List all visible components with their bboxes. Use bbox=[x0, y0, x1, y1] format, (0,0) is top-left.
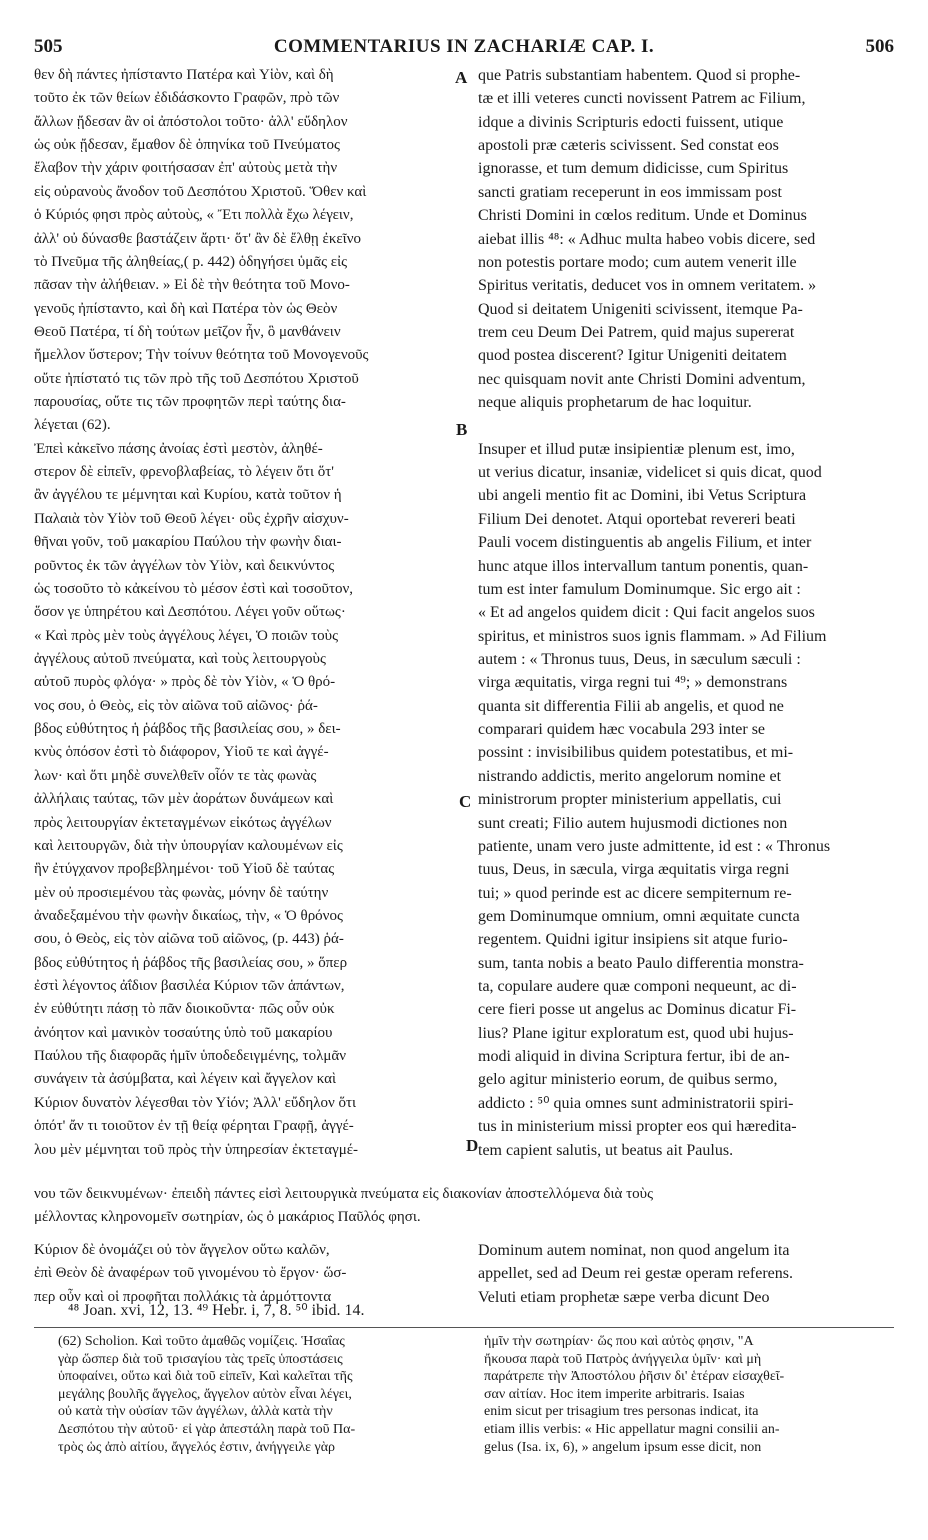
text-line: tus in ministerium missi propter eos qui hæredita- bbox=[478, 1118, 797, 1136]
text-line: Veluti etiam prophetæ sæpe verba dicunt Deo bbox=[478, 1288, 770, 1306]
margin-letter-b: B bbox=[456, 420, 468, 439]
scholion-right bbox=[484, 1333, 894, 1456]
text-line: Ἐπεὶ κἀκεῖνο πάσης ἀνοίας ἐστὶ μεστὸν, ἀληθέ- bbox=[34, 440, 323, 457]
text-line: Spiritus veritatis, deducet vos in omnem veritatem. » bbox=[478, 277, 817, 295]
text-line: μεγάλης βουλῆς ἄγγελος, ἄγγελον αὐτὸν εἶναι λέγει, bbox=[58, 1386, 352, 1402]
text-line: ἔλαβον τὴν χάριν φοιτήσασαν ἐπ' αὐτοὺς μετὰ τὴν bbox=[34, 160, 338, 177]
text-line: ignorasse, et tum demum didicisse, cum Spiritus bbox=[478, 160, 789, 178]
text-line: ta, copulare audere quæ componi nequeunt, ac di- bbox=[478, 978, 797, 996]
text-line: « Et ad angelos quidem dicit : Qui facit angelos suos bbox=[478, 604, 815, 622]
text-line: tui; » quod perinde est ac dicere sempiternum re- bbox=[478, 884, 792, 902]
text-line: οὐ κατὰ τὴν οὐσίαν τῶν ἀγγέλων, ἀλλὰ κατὰ τὴν bbox=[58, 1404, 333, 1420]
footnote-divider bbox=[34, 1327, 894, 1328]
text-line: νος σου, ὁ Θεὸς, εἰς τὸν αἰῶνα τοῦ αἰῶνος· ῥά- bbox=[34, 697, 318, 714]
text-line: νου τῶν δεικνυμένων· ἐπειδὴ πάντες εἰσὶ λειτουργικὰ πνεύματα εἰς διακονίαν ἀποστελλόμενα διὰ τοὺς bbox=[34, 1186, 654, 1202]
text-line: appellet, sed ad Deum rei gestæ operam referens. bbox=[478, 1265, 793, 1283]
text-line: sum, tanta nobis a beato Paulo differentia monstra- bbox=[478, 954, 804, 972]
footnote-references: ⁴⁸ Joan. xvi, 12, 13. ⁴⁹ Hebr. i, 7, 8. ⁵⁰ ibid. 14. bbox=[68, 1302, 365, 1319]
text-line: θεν δὴ πάντες ἠπίσταντο Πατέρα καὶ Υἱὸν, καὶ δὴ bbox=[34, 67, 334, 83]
text-line: μὲν οὐ προσιεμένου τὰς φωνὰς, μόνην δὲ ταύτην bbox=[34, 884, 329, 901]
text-line: virga æquitatis, virga regni tui ⁴⁹; » demonstrans bbox=[478, 674, 788, 692]
text-line: ἡμῖν τὴν σωτηρίαν· ὥς που καὶ αὐτὸς φησιν, "Α bbox=[484, 1334, 754, 1349]
text-line: nistrando addictis, merito angelorum nomine et bbox=[478, 767, 782, 785]
text-line bbox=[478, 414, 888, 437]
text-line: tæ et illi veteres cuncti novissent Patrem ac Filium, bbox=[478, 90, 806, 108]
text-line: cere fieri posse ut angelus ac Dominus dicatur Fi- bbox=[478, 1001, 797, 1019]
text-line: trem ceu Deum Dei Patrem, quid majus supererat bbox=[478, 323, 795, 341]
text-line: gelo agitur ministerio eorum, de quibus sermo, bbox=[478, 1071, 778, 1089]
text-line: Dominum autem nominat, non quod angelum ita bbox=[478, 1242, 790, 1259]
text-line: nec quisquam novit ante Christi Domini adventum, bbox=[478, 370, 806, 388]
text-line: εἰς οὐρανοὺς ἄνοδον τοῦ Δεσπότου Χριστοῦ. Ὅθεν καὶ bbox=[34, 183, 367, 200]
text-line: τρὸς ὡς ἀπὸ αἰτίου, ἄγγελός ἐστιν, ἀνήγγειλε γὰρ bbox=[58, 1439, 336, 1455]
full-width-greek-lines bbox=[34, 1183, 894, 1230]
text-line: αὐτοῦ πυρὸς φλόγα· » πρὸς δὲ τὸν Υἱὸν, « Ὁ θρό- bbox=[34, 674, 336, 691]
text-line: aiebat illis ⁴⁸: « Adhuc multa habeo vobis dicere, sed bbox=[478, 230, 816, 248]
text-line: spiritus, et ministros suos ignis flammam. » Ad Filium bbox=[478, 627, 827, 645]
text-line: patiente, unam vero juste admittente, id est : « Thronus bbox=[478, 837, 831, 855]
text-line: ministrorum propter ministerium appellatis, cui bbox=[478, 791, 782, 809]
text-line: καὶ λειτουργῶν, διὰ τὴν ὑπουργίαν καλουμένων εἰς bbox=[34, 837, 343, 854]
text-line: tem capient salutis, ut beatus ait Paulus. bbox=[478, 1141, 734, 1159]
text-line: autem : « Thronus tuus, Deus, in sæculum sæculi : bbox=[478, 650, 801, 668]
running-title: COMMENTARIUS IN ZACHARIÆ CAP. I. bbox=[273, 36, 655, 57]
page-header bbox=[34, 36, 894, 60]
text-line: Κύριον δὲ ὀνομάζει οὐ τὸν ἄγγελον οὕτω καλῶν, bbox=[34, 1242, 330, 1258]
text-line: σου, ὁ Θεὸς, εἰς τὸν αἰῶνα τοῦ αἰῶνος, (p. 443) ῥά- bbox=[34, 931, 344, 948]
text-line: βδος εὐθύτητος ἡ ῥάβδος τῆς βασιλείας σου, » δει- bbox=[34, 721, 341, 738]
text-line: Κύριον δυνατὸν λέγεσθαι τὸν Υἱόν; Ἀλλ' εὔδηλον ὅτι bbox=[34, 1094, 357, 1111]
text-line: modi aliquid in divina Scriptura fertur, ibi de an- bbox=[478, 1048, 790, 1066]
text-line: τὸ Πνεῦμα τῆς ἀληθείας,( p. 442) ὁδηγήσει ὑμᾶς εἰς bbox=[34, 253, 348, 270]
text-line: ἐστὶ λέγοντος ἀΐδιον βασιλέα Κύριον τῶν ἁπάντων, bbox=[34, 978, 345, 995]
text-line: tum est inter famulum Dominumque. Sic ergo ait : bbox=[478, 580, 801, 598]
text-line: ὡς οὐκ ᾔδεσαν, ἔμαθον δὲ ὁπηνίκα τοῦ Πνεύματος bbox=[34, 137, 340, 154]
text-line: gem Dominumque omnium, omni æquitate cuncta bbox=[478, 907, 800, 925]
text-line: possint : invisibilibus quidem potestatibus, et mi- bbox=[478, 744, 794, 762]
text-line: gelus (Isa. ix, 6), » angelum ipsum esse dicit, non bbox=[484, 1439, 762, 1455]
text-line: neque aliquis prophetarum de hac loquitur. bbox=[478, 394, 752, 412]
text-line: ὑποφαίνει, οὕτω καὶ διὰ τοῦ εἰπεῖν, Καὶ καλεῖται τῆς bbox=[58, 1369, 353, 1385]
text-line: Παλαιὰ τὸν Υἱὸν τοῦ Θεοῦ λέγει· οὓς ἐχρῆν αἰσχυν- bbox=[34, 510, 349, 527]
text-line: comparari quidem hæc vocabula 293 inter se bbox=[478, 721, 766, 739]
text-line: σαν αἰτίαν. Hoc item imperite arbitraris. Isaias bbox=[484, 1386, 745, 1402]
right-page-number: 506 bbox=[865, 36, 894, 57]
text-line: hunc atque illos intervallum tantum ponentis, quan- bbox=[478, 557, 809, 575]
text-line: sancti gratiam receperunt in eos immissam post bbox=[478, 183, 782, 201]
text-line: ὁ Κύριός φησι πρὸς αὐτοὺς, « Ἔτι πολλὰ ἔχω λέγειν, bbox=[34, 207, 354, 224]
text-line: enim sicut per trisagium tres personas indicat, ita bbox=[484, 1404, 759, 1420]
text-line: quod postea discerent? Igitur Unigeniti deitatem bbox=[478, 347, 787, 365]
text-line: λου μὲν μέμνηται τοῦ πρὸς τὴν ὑπηρεσίαν ἐκτεταγμέ- bbox=[34, 1141, 359, 1158]
text-line: ὁπότ' ἄν τι τοιοῦτον ἐν τῇ θείᾳ φέρηται Γραφῇ, ἀγγέ- bbox=[34, 1118, 354, 1135]
greek-column-continued bbox=[34, 1239, 464, 1309]
text-line: Pauli vocem distinguentis ab angelis Filium, et inter bbox=[478, 534, 812, 552]
text-line: ὡς τοσοῦτο τὸ κἀκείνου τὸ μέσον ἐστὶ καὶ τοσοῦτον, bbox=[34, 580, 354, 597]
text-line: ἄλλων ᾔδεσαν ἂν οἱ ἀπόστολοι τοῦτο· ἀλλ' εὔδηλον bbox=[34, 113, 348, 130]
text-line: idque a divinis Scripturis edocti fuissent, utique bbox=[478, 113, 784, 131]
text-line: etiam illis verbis: « Hic appellatur magni consilii an- bbox=[484, 1421, 780, 1437]
text-line: Quod si deitatem Unigeniti scivissent, itemque Pa- bbox=[478, 300, 803, 318]
text-line: quanta sit differentia Filii ab angelis, et quod ne bbox=[478, 697, 784, 715]
latin-column-continued bbox=[478, 1239, 888, 1309]
text-line: ἣν ἐτύγχανον προβεβλημένοι· τοῦ Υἱοῦ δὲ ταύτας bbox=[34, 861, 335, 878]
text-line: Christi Domini in cœlos reditum. Unde et Dominus bbox=[478, 207, 807, 225]
text-line: ροῦντος ἐκ τῶν ἀγγέλων τὸν Υἱὸν, καὶ δεικνύντος bbox=[34, 557, 335, 574]
text-line: συνάγειν τὰ ἀσύμβατα, καὶ λέγειν καὶ ἄγγελον καὶ bbox=[34, 1071, 337, 1088]
text-line: ἀνόητον καὶ μανικὸν τοσαύτης ὑπὸ τοῦ μακαρίου bbox=[34, 1024, 333, 1041]
text-line: λων· καὶ ὅτι μηδὲ συνελθεῖν οἷόν τε τὰς φωνὰς bbox=[34, 767, 317, 784]
left-page-number: 505 bbox=[34, 36, 63, 57]
text-line: παρουσίας, οὔτε τις τῶν προφητῶν περὶ ταύτης δια- bbox=[34, 394, 346, 411]
text-line: ἀναδεξαμένου τὴν φωνὴν δικαίως, τὴν, « Ὁ θρόνος bbox=[34, 907, 343, 924]
text-line: ἐν εὐθύτητι πάσῃ τὸ πᾶν διοικοῦντα· πῶς οὖν οὐκ bbox=[34, 1001, 335, 1018]
text-line: στερον δὲ εἰπεῖν, φρενοβλαβείας, τὸ λέγειν ὅτι ὅτ' bbox=[34, 464, 334, 481]
text-line: lius? Plane igitur exploratum est, quod ubi hujus- bbox=[478, 1024, 794, 1042]
text-line: περ οὖν καὶ οἱ προφῆται πολλάκις τὰ ἁρμόττοντα bbox=[34, 1288, 332, 1305]
text-line: ἀλλ' οὐ δύνασθε βαστάζειν ἄρτι· ὅτ' ἂν δὲ ἔλθῃ ἐκεῖνο bbox=[34, 230, 361, 247]
text-line: πᾶσαν τὴν ἀλήθειαν. » Εἰ δὲ τὴν θεότητα τοῦ Μονο- bbox=[34, 277, 350, 294]
text-line: non potestis portare modo; cum autem venerit ille bbox=[478, 253, 797, 271]
margin-letter-a: A bbox=[455, 68, 468, 87]
text-line: apostoli præ cæteris scivissent. Sed constat eos bbox=[478, 137, 779, 155]
text-line: ἀλλήλαις ταύτας, τῶν μὲν ἀοράτων δυνάμεων καὶ bbox=[34, 791, 334, 808]
text-line: λέγεται (62). bbox=[34, 417, 111, 434]
text-line: que Patris substantiam habentem. Quod si prophe- bbox=[478, 67, 801, 84]
text-line: ubi angeli mentio fit ac Domini, ibi Vetus Scriptura bbox=[478, 487, 807, 505]
latin-column bbox=[478, 64, 888, 1162]
text-line: Δεσπότου τὴν αὐτοῦ· εἰ γὰρ ἀπεστάλη παρὰ τοῦ Πα- bbox=[58, 1421, 356, 1437]
text-line: ἤμελλον ὕστερον; Τὴν τοίνυν θεότητα τοῦ Μονογενοῦς bbox=[34, 347, 369, 364]
margin-letter-c: C bbox=[459, 792, 472, 811]
text-line: βδος εὐθύτητος ἡ ῥάβδος τῆς βασιλείας σου, » ὅπερ bbox=[34, 954, 348, 971]
text-line: ἀγγέλους αὐτοῦ πνεύματα, καὶ τοὺς λειτουργοὺς bbox=[34, 650, 326, 667]
scholion-left bbox=[58, 1333, 476, 1456]
text-line: γὰρ ὥσπερ διὰ τοῦ τρισαγίου τὰς τρεῖς ὑποστάσεις bbox=[58, 1351, 343, 1367]
text-line: ἂν ἀγγέλου τε μέμνηται καὶ Κυρίου, κατὰ τοῦτον ἡ bbox=[34, 487, 342, 504]
text-line: ἐπὶ Θεὸν δὲ ἀναφέρων τοῦ γινομένου τὸ ἔργον· ὥσ- bbox=[34, 1265, 347, 1282]
text-line: θῆναι γοῦν, τοῦ μακαρίου Παύλου τὴν φωνὴν διαι- bbox=[34, 534, 342, 551]
text-line: πρὸς λειτουργίαν ἐκτεταγμένων εἰκότως ἀγγέλων bbox=[34, 814, 332, 831]
text-line: Insuper et illud putæ insipientiæ plenum est, imo, bbox=[478, 440, 795, 458]
text-line: κνὺς ὁπόσον ἐστὶ τὸ διάφορον, Υἱοῦ τε καὶ ἀγγέ- bbox=[34, 744, 329, 761]
text-line: τοῦτο ἐκ τῶν θείων ἐδιδάσκοντο Γραφῶν, πρὸ τῶν bbox=[34, 90, 340, 107]
text-line: γενοῦς ἠπίσταντο, καὶ δὴ καὶ Πατέρα τὸν ὡς Θεὸν bbox=[34, 300, 338, 317]
text-line: Θεοῦ Πατέρα, τί δὴ τούτων μεῖζον ἦν, ὃ μανθάνειν bbox=[34, 323, 341, 340]
text-line: (62) Scholion. Καὶ τοῦτο ἀμαθῶς νομίζεις. Ἡσαΐας bbox=[58, 1334, 345, 1349]
text-line: μέλλοντας κληρονομεῖν σωτηρίαν, ὡς ὁ μακάριος Παῦλός φησι. bbox=[34, 1209, 421, 1226]
text-line: Filium Dei denotet. Atqui oportebat revereri beati bbox=[478, 510, 796, 528]
text-line: regentem. Quidni igitur insipiens sit atque furio- bbox=[478, 931, 788, 949]
text-line: οὔτε ἠπίστατό τις τῶν πρὸ τῆς τοῦ Δεσπότου Χριστοῦ bbox=[34, 370, 359, 387]
text-line: ὅσον γε ὑπηρέτου καὶ Δεσπότου. Λέγει γοῦν οὕτως· bbox=[34, 604, 346, 621]
text-line: sunt creati; Filio autem hujusmodi dictiones non bbox=[478, 814, 788, 832]
greek-column bbox=[34, 64, 464, 1162]
text-line: « Καὶ πρὸς μὲν τοὺς ἀγγέλους λέγει, Ὁ ποιῶν τοὺς bbox=[34, 627, 339, 644]
text-line: addicto : ⁵⁰ quia omnes sunt administratorii spiri- bbox=[478, 1094, 794, 1112]
text-line: tuus, Deus, in sæcula, virga æquitatis virga regni bbox=[478, 861, 790, 879]
text-line: παράτρεπε τὴν Ἀποστόλου ῥῆσιν δι' ἑτέραν εἰσαχθεῖ- bbox=[484, 1369, 785, 1385]
text-line: ἤκουσα παρὰ τοῦ Πατρὸς ἀνήγγειλα ὑμῖν· καὶ μὴ bbox=[484, 1351, 762, 1367]
text-line: ut verius dicatur, insaniæ, videlicet si quis dicat, quod bbox=[478, 464, 822, 482]
margin-letter-d: D bbox=[466, 1136, 479, 1155]
text-line: Παύλου τῆς διαφορᾶς ἡμῖν ὑποδεδειγμένης, τολμᾶν bbox=[34, 1048, 347, 1065]
